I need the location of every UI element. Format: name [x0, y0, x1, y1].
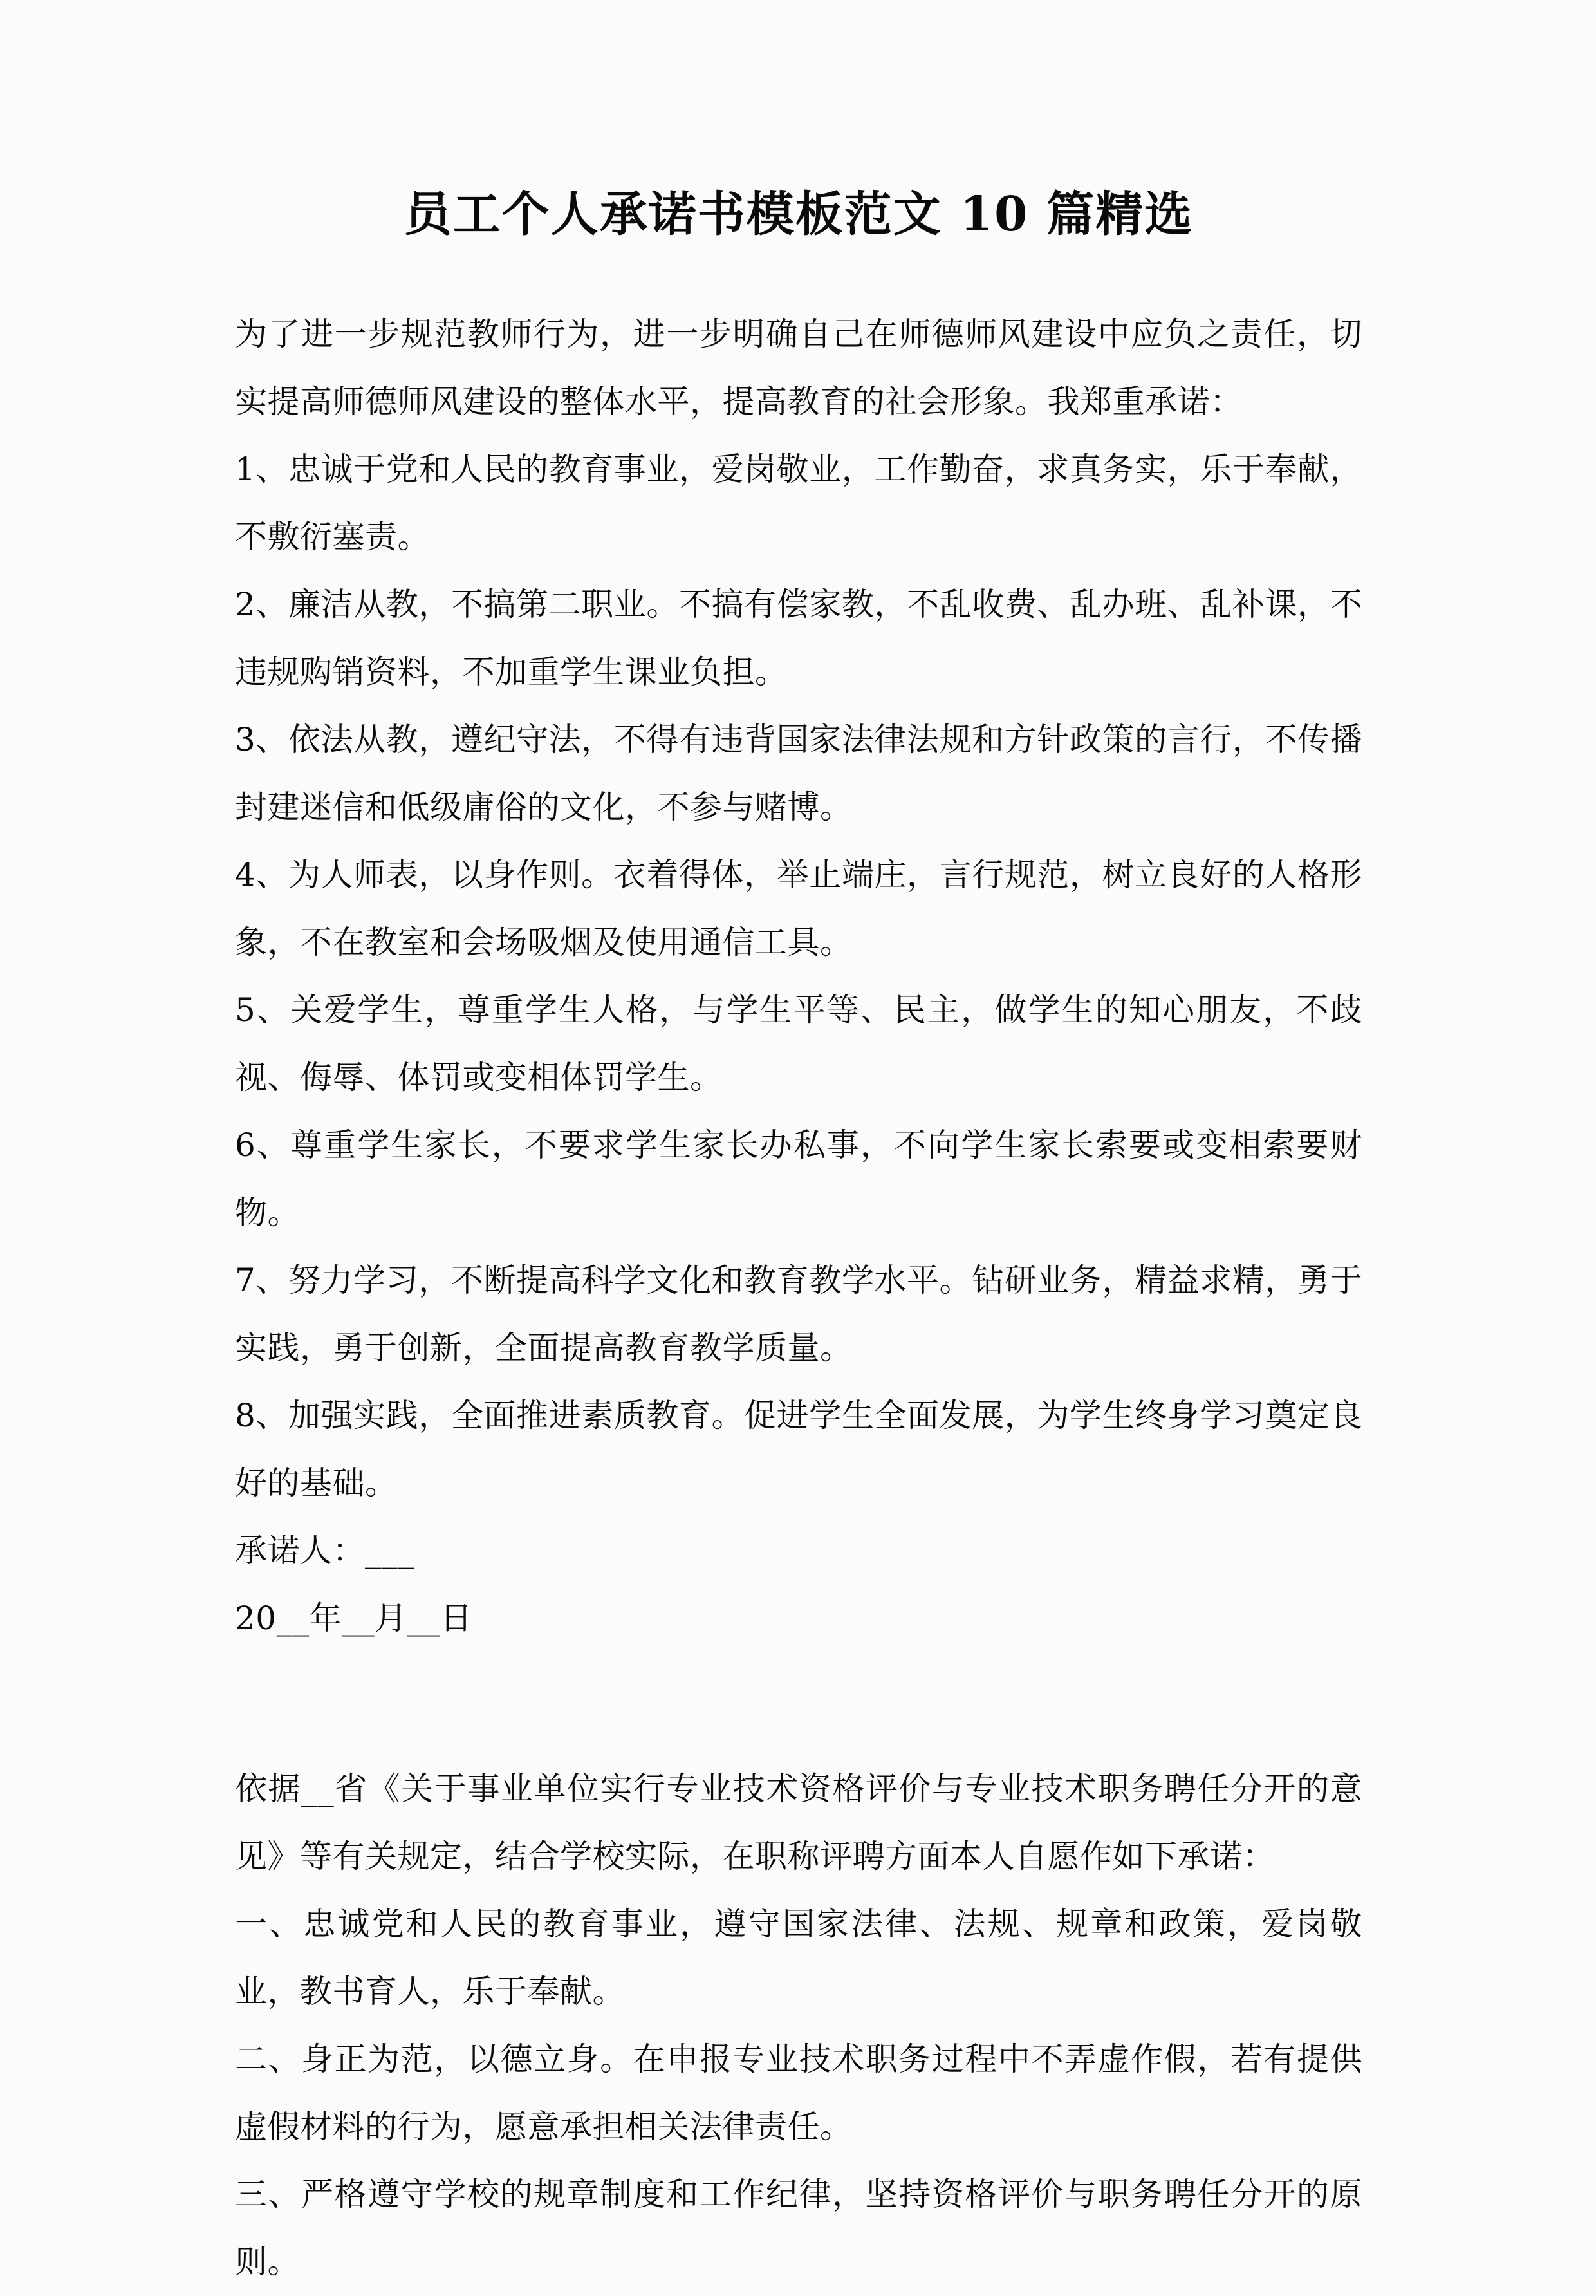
- commitment-item-3: 3、依法从教，遵纪守法，不得有违背国家法律法规和方针政策的言行，不传播封建迷信和低级庸俗的文化，不参与赌博。: [235, 721, 1362, 826]
- document-content: [235, 0, 1362, 2296]
- pledge-item-2: 二、身正为范，以德立身。在申报专业技术职务过程中不弄虚作假，若有提供虚假材料的行为，愿意承担相关法律责任。: [235, 2040, 1362, 2146]
- section-one-intro: 为了进一步规范教师行为，进一步明确自己在师德师风建设中应负之责任，切实提高师德师风建设的整体水平，提高教育的社会形象。我郑重承诺：: [235, 315, 1362, 421]
- commitment-item-4: 4、为人师表，以身作则。衣着得体，举止端庄，言行规范，树立良好的人格形象，不在教室和会场吸烟及使用通信工具。: [235, 856, 1362, 962]
- signature-line: 承诺人：___: [235, 1532, 414, 1570]
- commitment-item-8: 8、加强实践，全面推进素质教育。促进学生全面发展，为学生终身学习奠定良好的基础。: [235, 1397, 1362, 1502]
- commitment-item-7: 7、努力学习，不断提高科学文化和教育教学水平。钻研业务，精益求精，勇于实践，勇于创新，全面提高教育教学质量。: [235, 1262, 1362, 1367]
- commitment-item-1: 1、忠诚于党和人民的教育事业，爱岗敬业，工作勤奋，求真务实，乐于奉献，不敷衍塞责。: [235, 451, 1362, 556]
- page-title: 员工个人承诺书模板范文 10 篇精选: [404, 187, 1194, 242]
- pledge-item-3: 三、严格遵守学校的规章制度和工作纪律，坚持资格评价与职务聘任分开的原则。: [235, 2176, 1362, 2281]
- date-line: 20__年__月__日: [235, 1600, 473, 1638]
- section-two: [235, 1755, 1362, 2296]
- section-two-intro: 依据__省《关于事业单位实行专业技术资格评价与专业技术职务聘任分开的意见》等有关规定，结合学校实际，在职称评聘方面本人自愿作如下承诺：: [235, 1770, 1362, 1876]
- commitment-item-5: 5、关爱学生，尊重学生人格，与学生平等、民主，做学生的知心朋友，不歧视、侮辱、体罚或变相体罚学生。: [235, 991, 1362, 1097]
- commitment-item-6: 6、尊重学生家长，不要求学生家长办私事，不向学生家长索要或变相索要财物。: [235, 1126, 1362, 1232]
- commitment-item-2: 2、廉洁从教，不搞第二职业。不搞有偿家教，不乱收费、乱办班、乱补课，不违规购销资料，不加重学生课业负担。: [235, 586, 1362, 691]
- section-one: [235, 301, 1362, 1652]
- section-divider-space: [235, 1652, 1362, 1755]
- pledge-item-1: 一、忠诚党和人民的教育事业，遵守国家法律、法规、规章和政策，爱岗敬业，教书育人，乐于奉献。: [235, 1905, 1362, 2011]
